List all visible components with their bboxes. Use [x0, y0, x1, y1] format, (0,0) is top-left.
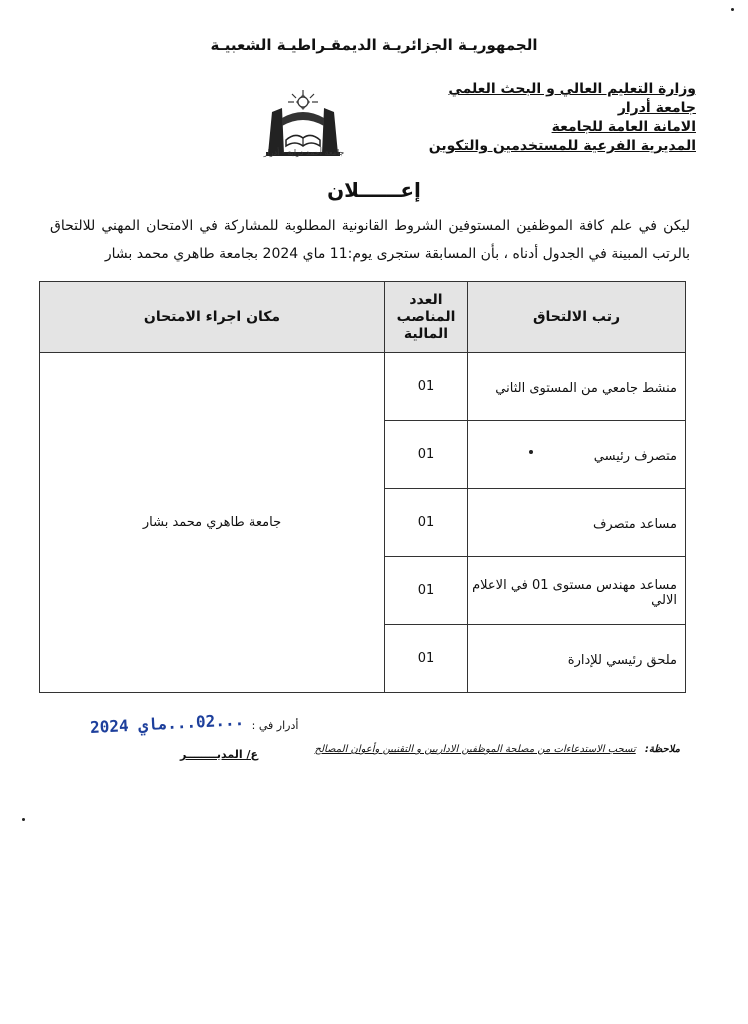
exam-table — [39, 281, 686, 693]
count-cell: 01 — [385, 625, 468, 693]
grade-cell: مساعد متصرف — [468, 489, 686, 557]
issuing-authority — [376, 80, 696, 156]
secretariat-line: الامانة العامة للجامعة — [551, 119, 696, 135]
announcement-title: إعــــــلان — [327, 178, 421, 202]
footer-note — [315, 744, 680, 755]
table-row — [40, 353, 686, 421]
grade-cell: مساعد مهندس مستوى 01 في الاعلام الالي — [468, 557, 686, 625]
grade-cell: منشط جامعي من المستوى الثاني — [468, 353, 686, 421]
announcement-body: ليكن في علم كافة الموظفين المستوفين الشروط القانونية المطلوبة للمشاركة في الامتحان المهني للالتحاق بالرتب المبينة في الجدول أدناه ، بأن المسابقة ستجرى يوم:11 ماي 2024 بجامعة طاهري محمد بشار — [50, 218, 690, 262]
date-line — [89, 709, 299, 738]
header-place: مكان اجراء الامتحان — [40, 282, 385, 353]
note-text: تسحب الاستدعاءات من مصلحة الموظفين الاداريين و التقنيين وأعوان المصالح — [314, 744, 636, 755]
count-cell: 01 — [385, 489, 468, 557]
grade-cell: متصرف رئيسي — [468, 421, 686, 489]
note-label: ملاحظة: — [644, 744, 680, 755]
ink-speck — [529, 450, 533, 454]
university-line: جامعة أدرار — [617, 100, 696, 116]
sub-directorate-line: المديرية الفرعية للمستخدمين والتكوين — [428, 138, 696, 154]
header-grade: رتب الالتحاق — [468, 282, 686, 353]
grade-cell: ملحق رئيسي للإدارة — [468, 625, 686, 693]
date-prefix: أدرار في : — [251, 719, 299, 732]
count-cell: 01 — [385, 557, 468, 625]
exam-place-cell: جامعة طاهري محمد بشار — [40, 353, 385, 693]
ministry-line: وزارة التعليم العالي و البحث العلمي — [448, 81, 696, 97]
date-stamp: ...02...ماي 2024 — [89, 709, 245, 738]
ink-speck — [731, 8, 734, 11]
republic-title: الجمهوريـة الجزائريـة الديمقـراطيـة الشعبيـة — [210, 36, 538, 54]
header-count: العدد المناصب المالية — [385, 282, 468, 353]
logo-caption: جامعة أحمد دراية - أدرار — [263, 148, 345, 157]
count-cell: 01 — [385, 421, 468, 489]
table-header-row — [40, 282, 686, 353]
director-signature-label: ع/ المديــــــــر — [180, 748, 259, 761]
ink-speck — [22, 818, 25, 821]
count-cell: 01 — [385, 353, 468, 421]
